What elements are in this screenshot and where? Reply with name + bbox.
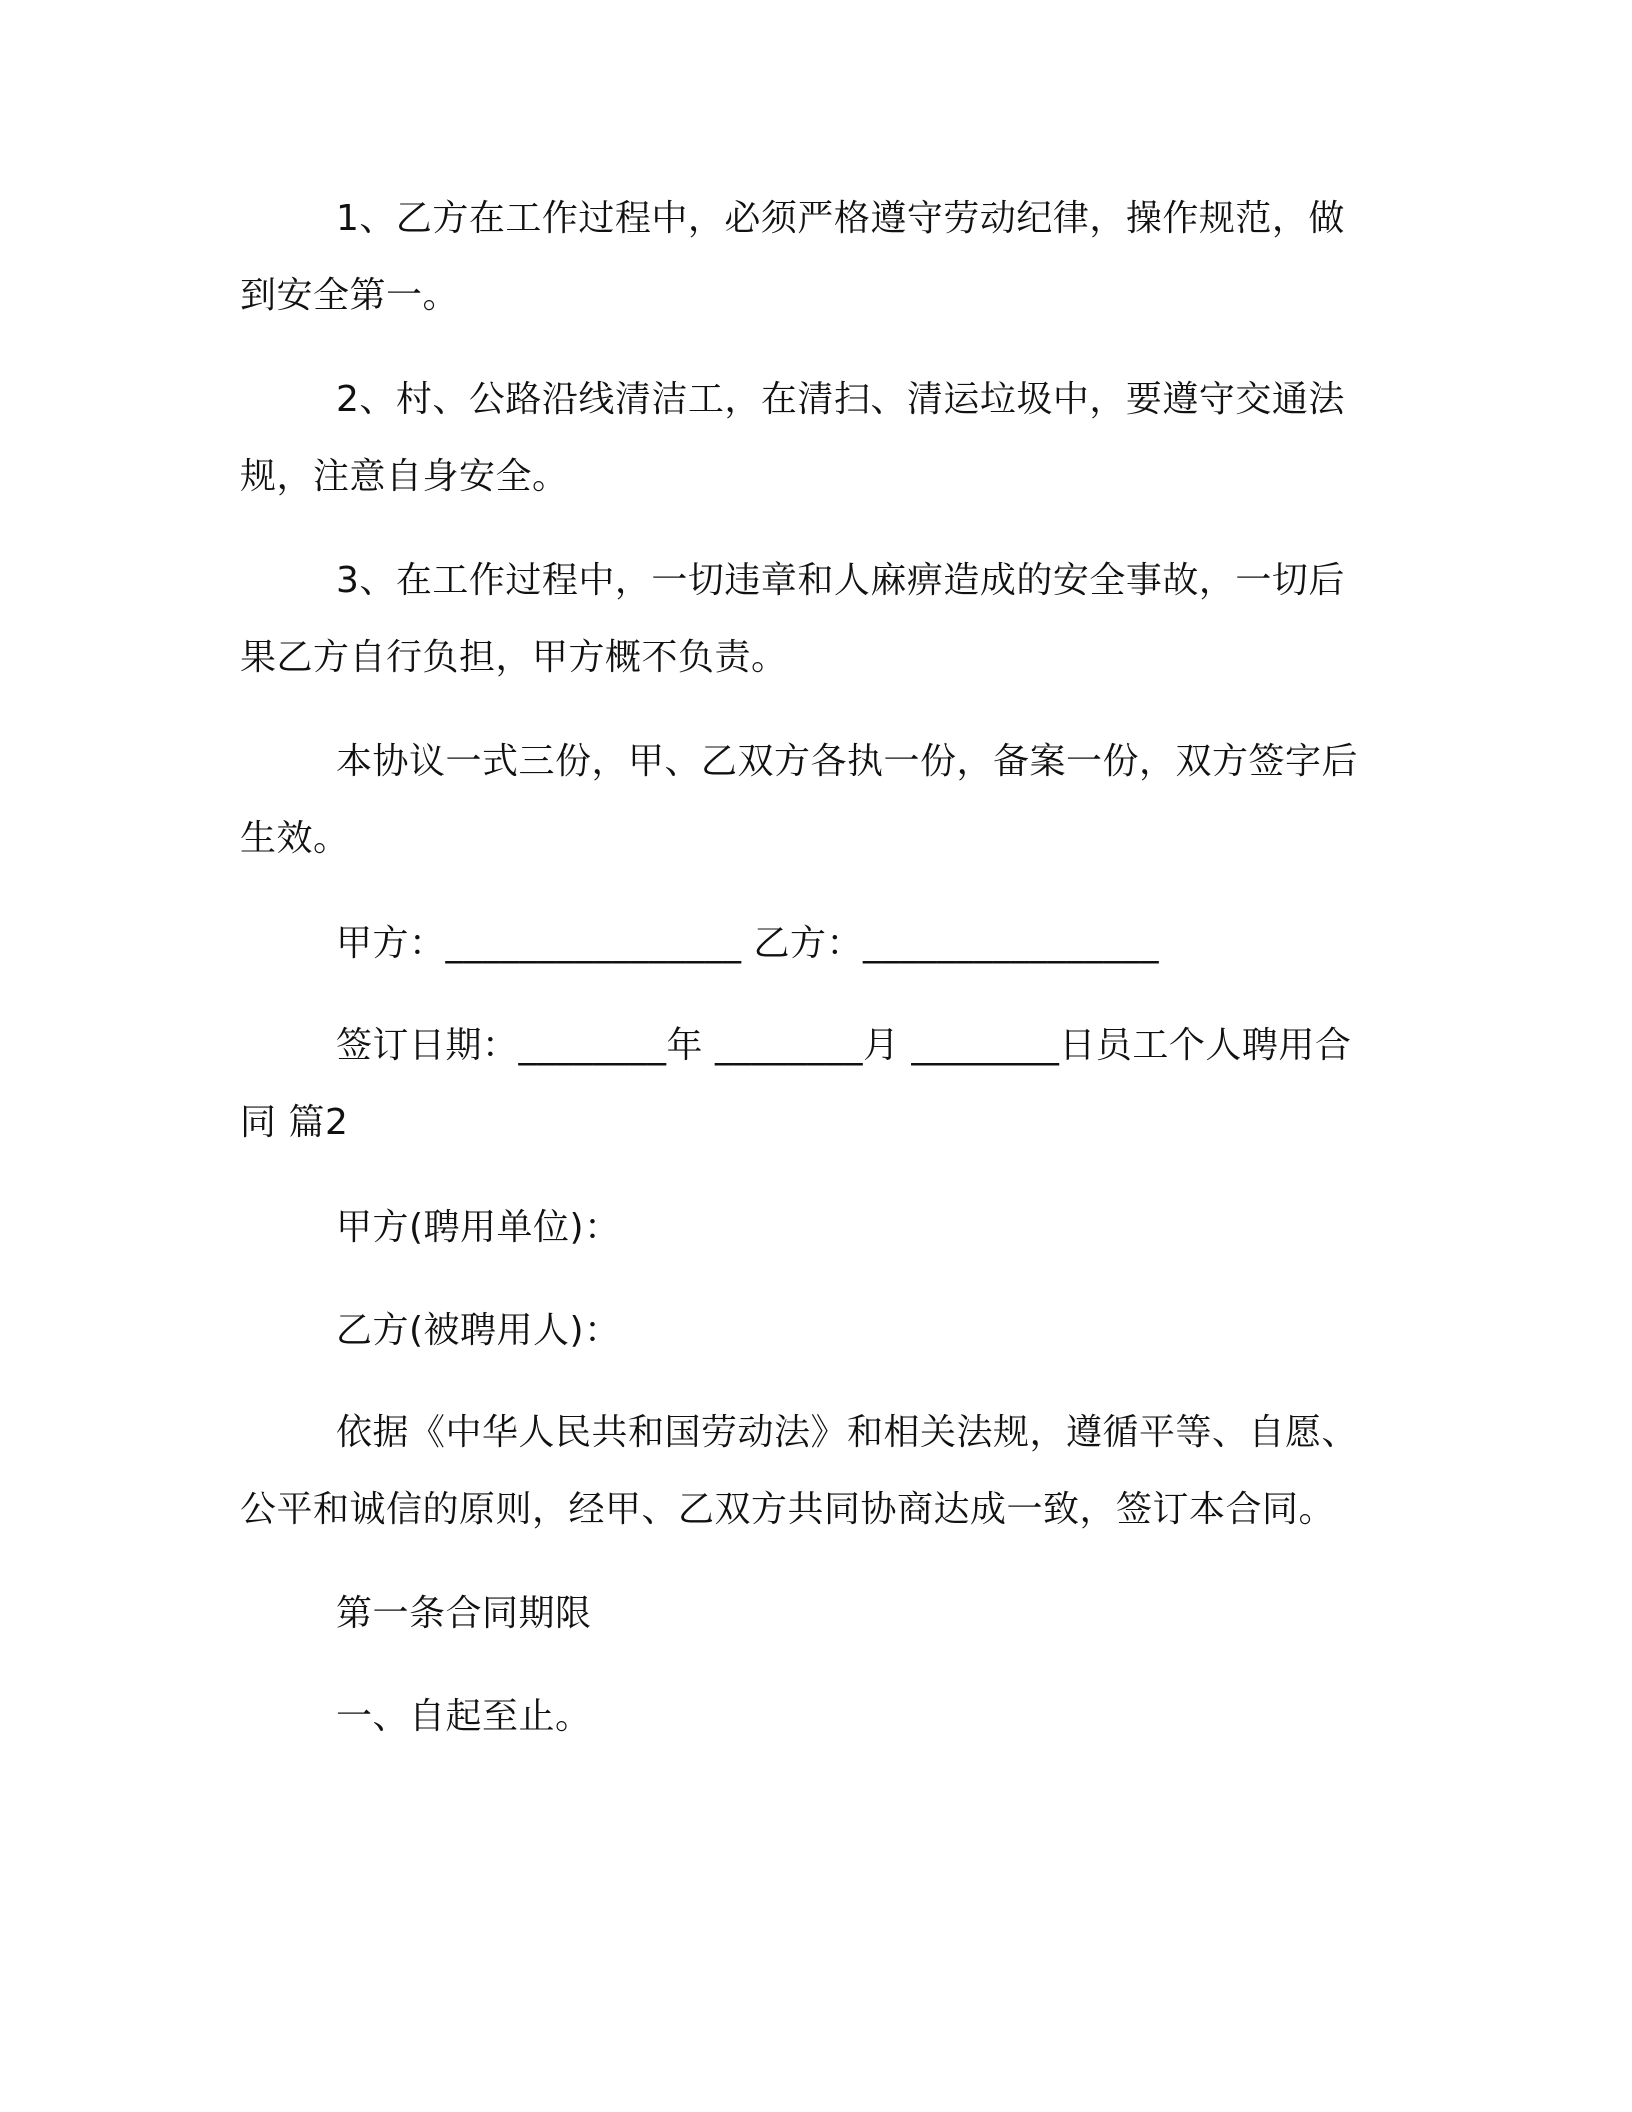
paragraph-clause-3: 3、在工作过程中，一切违章和人麻痹造成的安全事故，一切后果乙方自行负担，甲方概不负责。 xyxy=(240,560,1345,678)
article-1-item-1: 一、自起至止。 xyxy=(336,1696,592,1737)
party-b-employee: 乙方(被聘用人)： xyxy=(336,1310,621,1351)
paragraph-clause-2: 2、村、公路沿线清洁工，在清扫、清运垃圾中，要遵守交通法规，注意自身安全。 xyxy=(240,379,1345,497)
paragraph-clause-1: 1、乙方在工作过程中，必须严格遵守劳动纪律，操作规范，做到安全第一。 xyxy=(240,198,1345,316)
paragraph-copies: 本协议一式三份，甲、乙双方各执一份，备案一份，双方签字后生效。 xyxy=(240,741,1359,859)
party-a-employer: 甲方(聘用单位)： xyxy=(336,1207,621,1248)
paragraph-basis: 依据《中华人民共和国劳动法》和相关法规，遵循平等、自愿、公平和诚信的原则，经甲、乙双方共同协商达成一致，签订本合同。 xyxy=(240,1412,1359,1530)
article-1-heading: 第一条合同期限 xyxy=(336,1593,592,1634)
signing-date-and-heading: 签订日期：________年 ________月 ________日员工个人聘用合同 篇2 xyxy=(240,1025,1352,1143)
signature-line: 甲方：________________ 乙方：________________ xyxy=(336,923,1159,964)
